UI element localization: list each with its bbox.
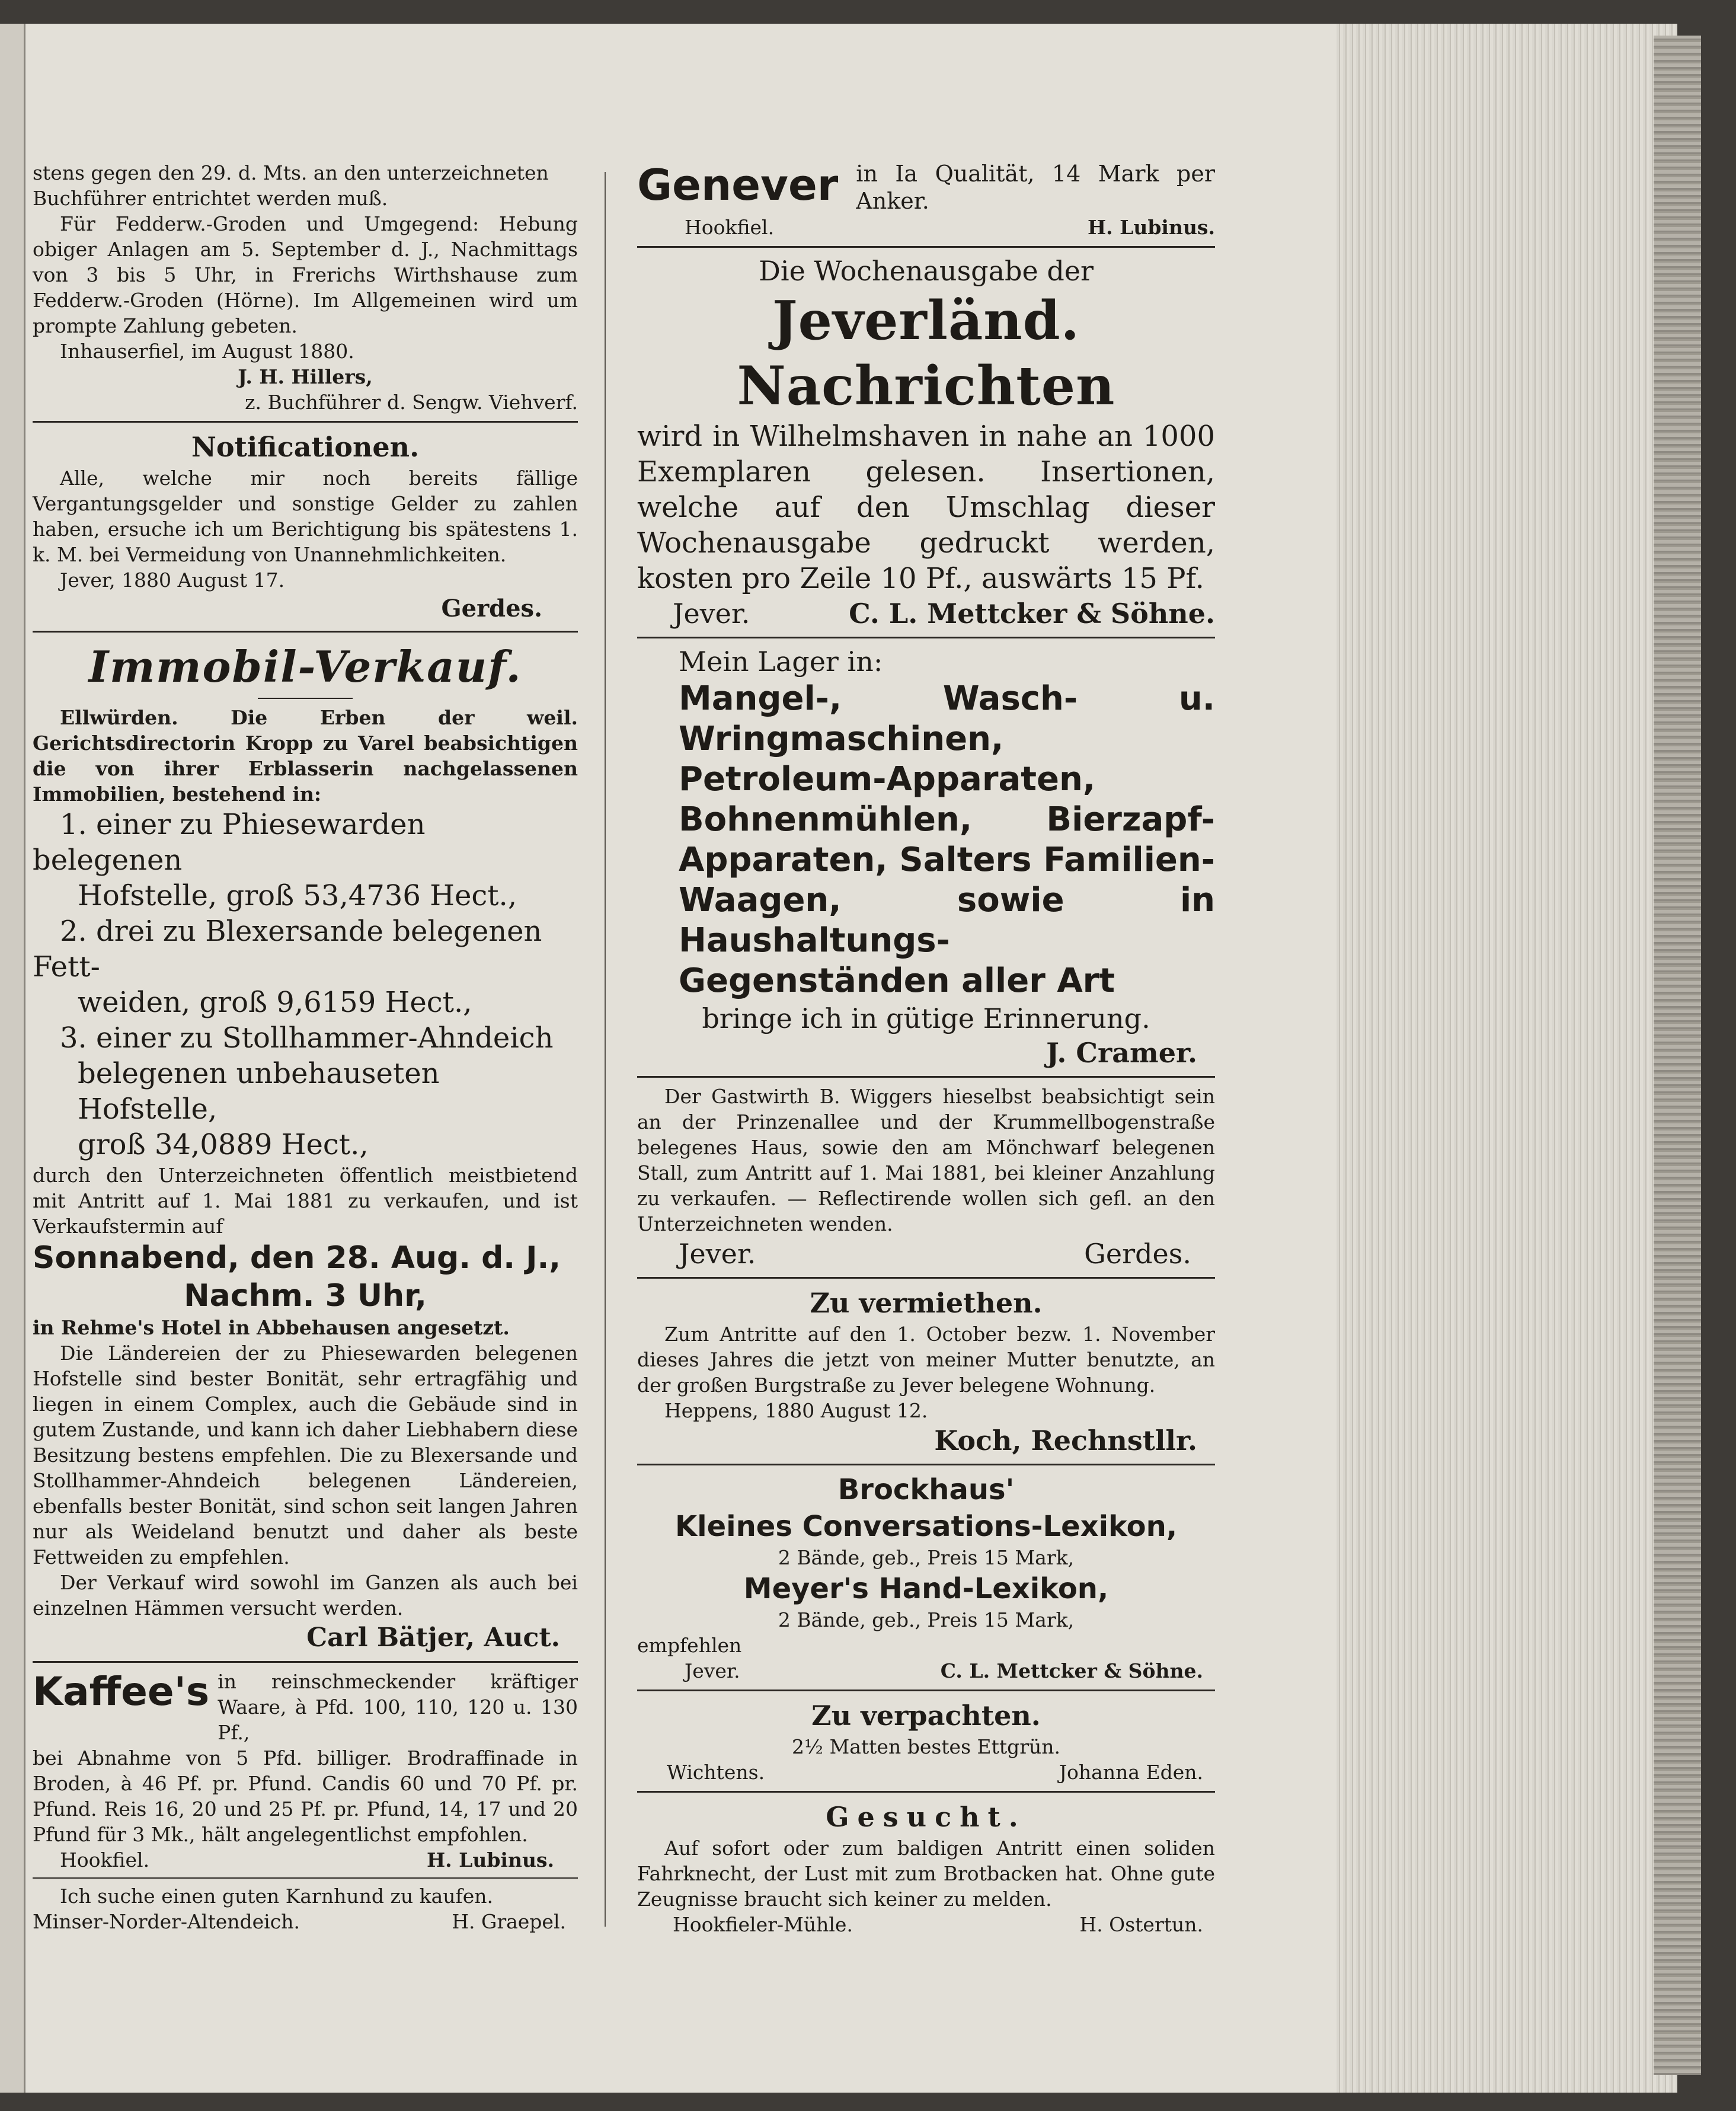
intro-place: Inhauserfiel, im August 1880. <box>60 340 354 363</box>
immo-item-2-detail: weiden, groß 9,6159 Hect., <box>78 986 472 1019</box>
immo-intro: Ellwürden. Die Erben der weil. Gerichtsdirectorin Kropp zu Varel beabsichtigen die von ihrer Erblasserin nachgelassenen Immobilien, bestehend in: <box>33 706 578 806</box>
lager-items: Mangel-, Wasch- u. Wringmaschinen, Petroleum-Apparaten, Bohnenmühlen, Bierzapf-Apparaten, Salters Familien-Waagen, sowie in Haushaltungs-Gegenständen aller Art <box>679 679 1215 1000</box>
intro-signature: J. H. Hillers, <box>238 365 373 388</box>
genever-word: Genever <box>637 160 839 210</box>
notif-place: Jever, 1880 August 17. <box>60 569 285 592</box>
immo-hotel: in Rehme's Hotel in Abbehausen angesetzt. <box>33 1316 510 1339</box>
genever-footer <box>637 215 1215 240</box>
brock-title: Brockhaus' <box>837 1473 1015 1506</box>
kaffee-footer <box>33 1847 578 1873</box>
immo-after: durch den Unterzeichneten öffentlich meistbietend mit Antritt auf 1. Mai 1881 zu verkaufen, und ist Verkaufstermin auf <box>33 1164 578 1238</box>
column-divider <box>605 172 606 1927</box>
empfehlen: empfehlen <box>637 1634 742 1657</box>
lager-line: Mein Lager in: <box>679 646 883 678</box>
lager-signature: J. Cramer. <box>1046 1037 1197 1069</box>
gesucht-footer <box>637 1912 1215 1937</box>
meyer-price: 2 Bände, geb., Preis 15 Mark, <box>778 1608 1075 1631</box>
genever-signature: H. Lubinus. <box>1087 216 1215 239</box>
immo-description: Die Ländereien der zu Phiesewarden belegenen Hofstelle sind bester Bonität, sehr ertragfähig und liegen in einem Complex, auch die Gebäude sind in gutem Zustande, und kann ich daher Liebhabern diese Besitzung bestens empfehlen. Die zu Blexersande und Stollhammer-Ahndeich belegenen Ländereien, ebenfalls bester Bonität, sind schon seit langen Jahren nur als Weideland benutzt und daher als beste Fettweiden zu empfehlen. <box>33 1342 578 1569</box>
brock-place: Jever. <box>685 1659 740 1682</box>
wochen-place: Jever. <box>673 598 750 630</box>
book-page-edges <box>1337 24 1677 2093</box>
divider <box>33 1661 578 1663</box>
kaffee-signature: H. Lubinus. <box>426 1848 554 1872</box>
divider <box>637 1076 1215 1078</box>
kaffee-word: Kaffee's <box>33 1669 210 1714</box>
verpacht-text: 2½ Matten bestes Ettgrün. <box>791 1735 1061 1758</box>
immo-description-2: Der Verkauf wird sowohl im Ganzen als auch bei einzelnen Hämmen versucht werden. <box>33 1571 578 1620</box>
gesucht-heading: Gesucht. <box>826 1801 1027 1833</box>
genever-text: in Ia Qualität, 14 Mark per Anker. <box>856 161 1215 214</box>
intro-paragraph: Für Fedderw.-Groden und Umgegend: Hebung obiger Anlagen am 5. September d. J., Nachmittags von 3 bis 5 Uhr, in Frerichs Wirthshause zum Fedderw.-Groden (Hörne). Im Allgemeinen wird um prompte Zahlung gebeten. <box>33 212 578 337</box>
meyer-title: Meyer's Hand-Lexikon, <box>743 1572 1109 1605</box>
karn-text: Ich suche einen guten Karnhund zu kaufen. <box>60 1885 493 1908</box>
verpacht-signature: Johanna Eden. <box>1059 1761 1203 1784</box>
vermieth-text: Zum Antritte auf den 1. October bezw. 1. November dieses Jahres die jetzt von meiner Mutter benutzte, an der großen Burgstraße zu Jever belegene Wohnung. <box>637 1323 1215 1397</box>
notif-heading: Notificationen. <box>191 431 420 463</box>
immo-item-3-detail: belegenen unbehauseten Hofstelle, <box>78 1057 440 1126</box>
wiggers-signature: Gerdes. <box>1084 1238 1191 1270</box>
divider <box>33 1877 578 1879</box>
wochen-text: wird in Wilhelmshaven in nahe an 1000 Exemplaren gelesen. Insertionen, welche auf den Umschlag dieser Wochenausgabe gedruckt werden, kosten pro Zeile 10 Pf., auswärts 15 Pf. <box>637 420 1215 595</box>
page-gutter <box>0 24 25 2093</box>
immo-item-2: 2. drei zu Blexersande belegenen Fett- <box>33 915 542 983</box>
karn-signature: H. Graepel. <box>452 1910 566 1933</box>
notif-text: Alle, welche mir noch bereits fällige Vergantungsgelder und sonstige Gelder zu zahlen haben, ersuche ich um Berichtigung bis spätestens 1. k. M. bei Vermeidung von Unannehmlichkeiten. <box>33 467 578 566</box>
right-column <box>637 160 1215 1937</box>
gesucht-place: Hookfieler-Mühle. <box>673 1913 853 1936</box>
immo-item-3-size: groß 34,0889 Hect., <box>78 1128 369 1161</box>
divider <box>637 1690 1215 1691</box>
wiggers-footer <box>637 1237 1215 1271</box>
book-spine-edge <box>1654 36 1701 2075</box>
kaffee-place: Hookfiel. <box>60 1848 150 1872</box>
intro-line-2: Buchführer entrichtet werden muß. <box>33 187 388 210</box>
short-rule <box>258 698 353 699</box>
immo-item-1-detail: Hofstelle, groß 53,4736 Hect., <box>78 879 517 912</box>
wochen-line: Die Wochenausgabe der <box>758 255 1094 287</box>
gesucht-text: Auf sofort oder zum baldigen Antritt einen soliden Fahrknecht, der Lust mit zum Brotbacken hat. Ohne gute Zeugnisse braucht sich keiner zu melden. <box>637 1837 1215 1911</box>
wiggers-text: Der Gastwirth B. Wiggers hieselbst beabsichtigt sein an der Prinzenallee und der Krummellbogenstraße belegenes Haus, sowie den am Mönchwarf belegenen Stall, zum Antritt auf 1. Mai 1881, bei kleiner Anzahlung zu verkaufen. — Reflectirende wollen sich gefl. an den Unterzeichneten wenden. <box>637 1085 1215 1235</box>
wochen-title: Jeverländ. Nachrichten <box>737 289 1115 417</box>
divider <box>637 637 1215 638</box>
brock-subtitle: Kleines Conversations-Lexikon, <box>674 1510 1178 1543</box>
gesucht-signature: H. Ostertun. <box>1079 1913 1203 1936</box>
verpacht-place: Wichtens. <box>667 1761 765 1784</box>
immo-list <box>33 807 578 1163</box>
brock-footer <box>637 1658 1215 1684</box>
lager-after: bringe ich in gütige Erinnerung. <box>702 1002 1150 1034</box>
divider <box>637 1464 1215 1465</box>
kaffee-ad <box>33 1669 578 1745</box>
divider <box>637 1791 1215 1793</box>
wiggers-place: Jever. <box>679 1238 756 1270</box>
immo-item-3: 3. einer zu Stollhammer-Ahndeich <box>60 1021 554 1055</box>
wochen-footer <box>637 596 1215 631</box>
notif-signature: Gerdes. <box>441 595 542 622</box>
kaffee-price: in reinschmeckender kräftiger Waare, à Pfd. 100, 110, 120 u. 130 Pf., <box>218 1670 578 1744</box>
immo-date: Sonnabend, den 28. Aug. d. J., <box>33 1240 561 1276</box>
karn-footer <box>33 1909 578 1934</box>
divider <box>33 421 578 423</box>
immo-signature: Carl Bätjer, Auct. <box>306 1623 560 1653</box>
wochen-signature: C. L. Mettcker & Söhne. <box>849 598 1215 630</box>
divider <box>33 631 578 633</box>
vermieth-place: Heppens, 1880 August 12. <box>664 1399 928 1422</box>
vermieth-signature: Koch, Rechnstllr. <box>934 1425 1197 1457</box>
verpacht-heading: Zu verpachten. <box>811 1700 1041 1732</box>
genever-ad <box>637 160 1215 215</box>
vermieth-heading: Zu vermiethen. <box>810 1287 1043 1319</box>
divider <box>637 1277 1215 1279</box>
genever-place: Hookfiel. <box>685 216 775 239</box>
immo-heading: Immobil-Verkauf. <box>88 641 522 692</box>
brock-signature: C. L. Mettcker & Söhne. <box>940 1659 1203 1682</box>
verpacht-footer <box>637 1759 1215 1785</box>
left-column <box>33 160 578 1934</box>
immo-time: Nachm. 3 Uhr, <box>184 1278 427 1314</box>
intro-signature-title: z. Buchführer d. Sengw. Viehverf. <box>245 391 578 414</box>
immo-item-1: 1. einer zu Phiesewarden belegenen <box>33 808 426 877</box>
divider <box>637 246 1215 248</box>
kaffee-text: bei Abnahme von 5 Pfd. billiger. Brodraffinade in Broden, à 46 Pf. pr. Pfund. Candis 60 und 70 Pf. pr. Pfund. Reis 16, 20 und 25 Pf. pr. Pfund, 14, 17 und 20 Pfund für 3 Mk., hält angelegentlichst empfohlen. <box>33 1746 578 1846</box>
karn-place: Minser-Norder-Altendeich. <box>33 1910 300 1933</box>
brock-price: 2 Bände, geb., Preis 15 Mark, <box>778 1546 1075 1569</box>
intro-line-1: stens gegen den 29. d. Mts. an den unterzeichneten <box>33 161 549 184</box>
